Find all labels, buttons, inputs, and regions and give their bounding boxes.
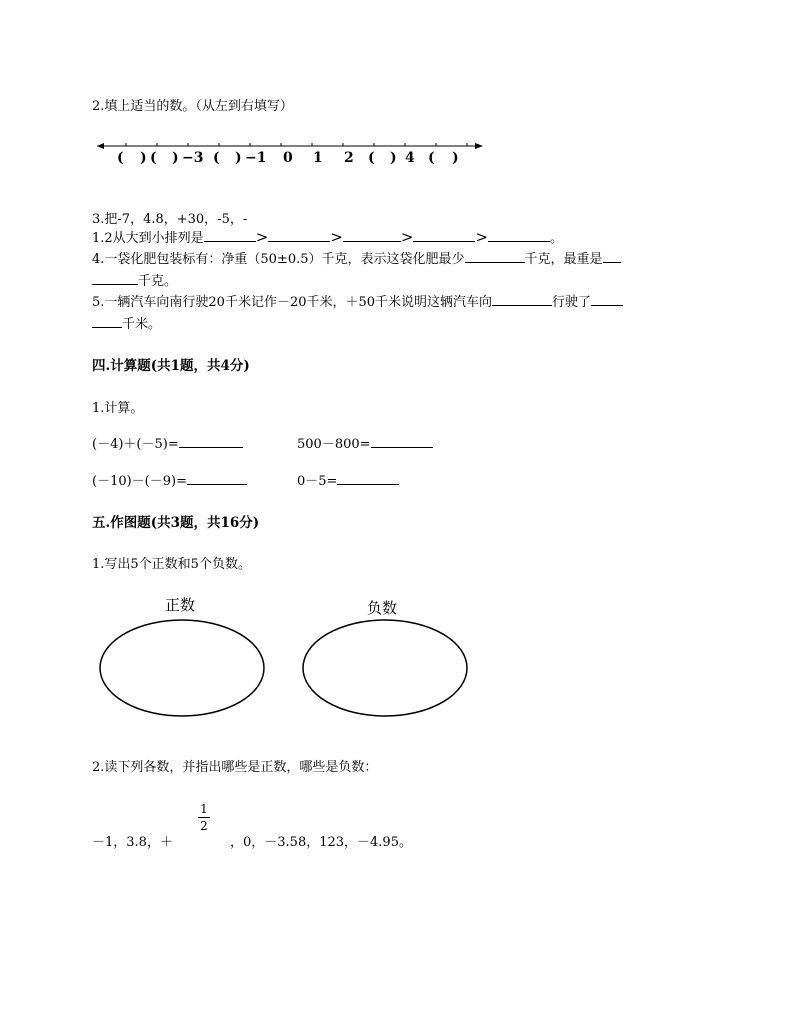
q4-text-b: 千克，最重是	[524, 252, 603, 267]
nl-label: (	[428, 150, 435, 166]
answer-blank[interactable]	[413, 229, 475, 242]
negative-label: 负数	[367, 599, 398, 617]
nl-label: (	[150, 150, 157, 166]
nl-label: )	[140, 150, 147, 166]
gt-sign: >	[400, 228, 414, 246]
negative-ellipse[interactable]	[300, 617, 470, 719]
nl-label: )	[172, 150, 179, 166]
answer-blank[interactable]	[492, 293, 552, 306]
q4-text-c: 千克。	[138, 274, 178, 289]
frac-bar	[198, 817, 210, 818]
nl-label: (	[213, 150, 220, 166]
section4-title: 四.计算题(共1题，共4分)	[92, 358, 250, 374]
numbers-before: －1，3.8，＋	[92, 835, 173, 850]
nl-label: 0	[283, 150, 293, 166]
nl-label: −3	[182, 150, 204, 166]
expr: (－4)＋(－5)=	[92, 437, 179, 452]
expr: 500－800=	[297, 437, 371, 452]
nl-label: −1	[245, 150, 267, 166]
q4-line1	[92, 248, 621, 267]
gt-sign: >	[475, 228, 488, 246]
section5-q2: 2.读下列各数，并指出哪些是正数，哪些是负数：	[92, 760, 378, 775]
answer-blank[interactable]	[179, 435, 243, 448]
q3-line2	[92, 227, 563, 246]
q4-text-a: 4.一袋化肥包装标有：净重（50±0.5）千克，表示这袋化肥最少	[92, 252, 465, 267]
nl-label: 4	[405, 150, 415, 166]
q3-line1: 3.把-7，4.8，+30，-5，-	[92, 212, 248, 227]
answer-blank[interactable]	[187, 472, 247, 485]
answer-blank[interactable]	[343, 229, 401, 242]
q2-title: 2.填上适当的数。（从左到右填写）	[92, 99, 293, 114]
expr: 0－5=	[297, 474, 338, 489]
q5-line2	[92, 313, 161, 332]
answer-blank[interactable]	[371, 435, 433, 448]
q3-prefix: 1.2从大到小排列是	[92, 231, 204, 246]
answer-blank[interactable]	[92, 272, 138, 285]
positive-ellipse[interactable]	[97, 617, 267, 719]
nl-label: 2	[344, 150, 354, 166]
answer-blank[interactable]	[591, 293, 623, 306]
nl-label: (	[368, 150, 375, 166]
numbers-after: ，0，－3.58，123，－4.95。	[230, 835, 412, 850]
expr-row1-right	[297, 433, 433, 452]
section4-q1: 1.计算。	[92, 401, 144, 416]
q5-text-a: 5.一辆汽车向南行驶20千米记作－20千米，＋50千米说明这辆汽车向	[92, 295, 493, 310]
answer-blank[interactable]	[268, 229, 330, 242]
section5-q1: 1.写出5个正数和5个负数。	[92, 557, 251, 572]
answer-blank[interactable]	[204, 229, 256, 242]
section5-title: 五.作图题(共3题，共16分)	[92, 515, 260, 531]
answer-blank[interactable]	[465, 250, 525, 263]
q5-text-c: 千米。	[122, 317, 162, 332]
nl-label: )	[390, 150, 397, 166]
q4-line2	[92, 270, 177, 289]
nl-label: )	[235, 150, 242, 166]
frac-denominator: 2	[200, 819, 208, 833]
expr-row1-left	[92, 433, 243, 452]
frac-numerator: 1	[200, 802, 208, 816]
answer-blank[interactable]	[488, 229, 550, 242]
q5-line1	[92, 291, 623, 310]
expr-row2-left	[92, 470, 247, 489]
nl-label: )	[452, 150, 459, 166]
q3-end: 。	[550, 231, 564, 246]
nl-label: 1	[313, 150, 323, 166]
fraction-half	[198, 802, 210, 833]
positive-label: 正数	[165, 596, 196, 614]
answer-blank[interactable]	[337, 472, 399, 485]
answer-blank[interactable]	[603, 250, 621, 263]
expr-row2-right	[297, 470, 399, 489]
gt-sign: >	[255, 228, 269, 246]
q5-text-b: 行驶了	[552, 295, 592, 310]
nl-label: (	[117, 150, 124, 166]
answer-blank[interactable]	[92, 315, 122, 328]
gt-sign: >	[330, 228, 343, 246]
expr: (－10)－(－9)=	[92, 474, 187, 489]
